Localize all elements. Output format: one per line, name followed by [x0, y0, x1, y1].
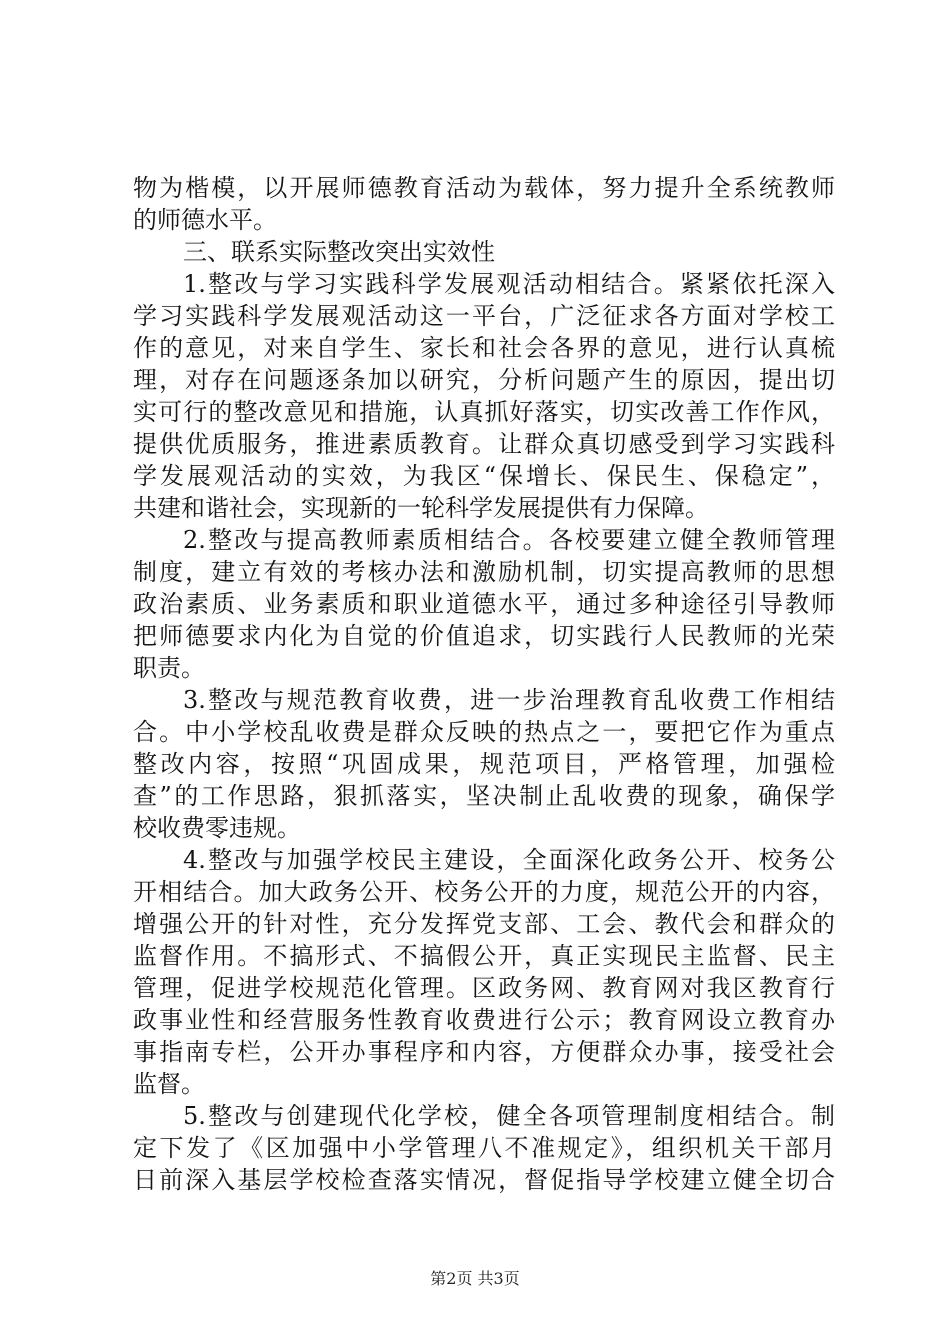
text-line: 开相结合。加大政务公开、校务公开的力度，规范公开的内容， [133, 878, 835, 906]
text-line: 事指南专栏，公开办事程序和内容，方便群众办事，接受社会 [133, 1038, 835, 1066]
text-line: 的师德水平。 [133, 206, 277, 234]
text-line: 校收费零违规。 [133, 814, 301, 842]
text-line: 日前深入基层学校检查落实情况，督促指导学校建立健全切合 [133, 1166, 835, 1194]
text-line: 4.整改与加强学校民主建设，全面深化政务公开、校务公 [183, 846, 835, 874]
text-line: 职责。 [133, 654, 205, 682]
text-line: 监督。 [133, 1070, 205, 1098]
text-line: 查”的工作思路，狠抓落实，坚决制止乱收费的现象，确保学 [133, 782, 835, 810]
text-line: 政事业性和经营服务性教育收费进行公示；教育网设立教育办 [133, 1006, 835, 1034]
text-line: 理，对存在问题逐条加以研究，分析问题产生的原因，提出切 [133, 366, 835, 394]
text-line: 整改内容，按照“巩固成果，规范项目，严格管理，加强检 [133, 750, 835, 778]
text-line: 政治素质、业务素质和职业道德水平，通过多种途径引导教师 [133, 590, 835, 618]
section-heading: 三、联系实际整改突出实效性 [183, 238, 495, 266]
text-line: 实可行的整改意见和措施，认真抓好落实，切实改善工作作风， [133, 398, 835, 426]
text-line: 作的意见，对来自学生、家长和社会各界的意见，进行认真梳 [133, 334, 835, 362]
text-line: 1.整改与学习实践科学发展观活动相结合。紧紧依托深入 [183, 270, 835, 298]
text-line: 合。中小学校乱收费是群众反映的热点之一，要把它作为重点 [133, 718, 835, 746]
text-line: 提供优质服务，推进素质教育。让群众真切感受到学习实践科 [133, 430, 835, 458]
text-line: 管理，促进学校规范化管理。区政务网、教育网对我区教育行 [133, 974, 835, 1002]
text-line: 学发展观活动的实效，为我区“保增长、保民生、保稳定”， [133, 462, 835, 490]
text-line: 物为楷模，以开展师德教育活动为载体，努力提升全系统教师 [133, 174, 835, 202]
page-footer: 第2页 共3页 [430, 1269, 520, 1288]
text-line: 3.整改与规范教育收费，进一步治理教育乱收费工作相结 [183, 686, 835, 714]
text-line: 共建和谐社会，实现新的一轮科学发展提供有力保障。 [133, 494, 709, 522]
text-line: 定下发了《区加强中小学管理八不准规定》，组织机关干部月 [133, 1134, 835, 1162]
text-line: 增强公开的针对性，充分发挥党支部、工会、教代会和群众的 [133, 910, 835, 938]
text-line: 监督作用。不搞形式、不搞假公开，真正实现民主监督、民主 [133, 942, 835, 970]
text-line: 5.整改与创建现代化学校，健全各项管理制度相结合。制 [183, 1102, 835, 1130]
document-body [133, 172, 835, 1196]
text-line: 2.整改与提高教师素质相结合。各校要建立健全教师管理 [183, 526, 835, 554]
text-line: 学习实践科学发展观活动这一平台，广泛征求各方面对学校工 [133, 302, 835, 330]
text-line: 把师德要求内化为自觉的价值追求，切实践行人民教师的光荣 [133, 622, 835, 650]
text-line: 制度，建立有效的考核办法和激励机制，切实提高教师的思想 [133, 558, 835, 586]
